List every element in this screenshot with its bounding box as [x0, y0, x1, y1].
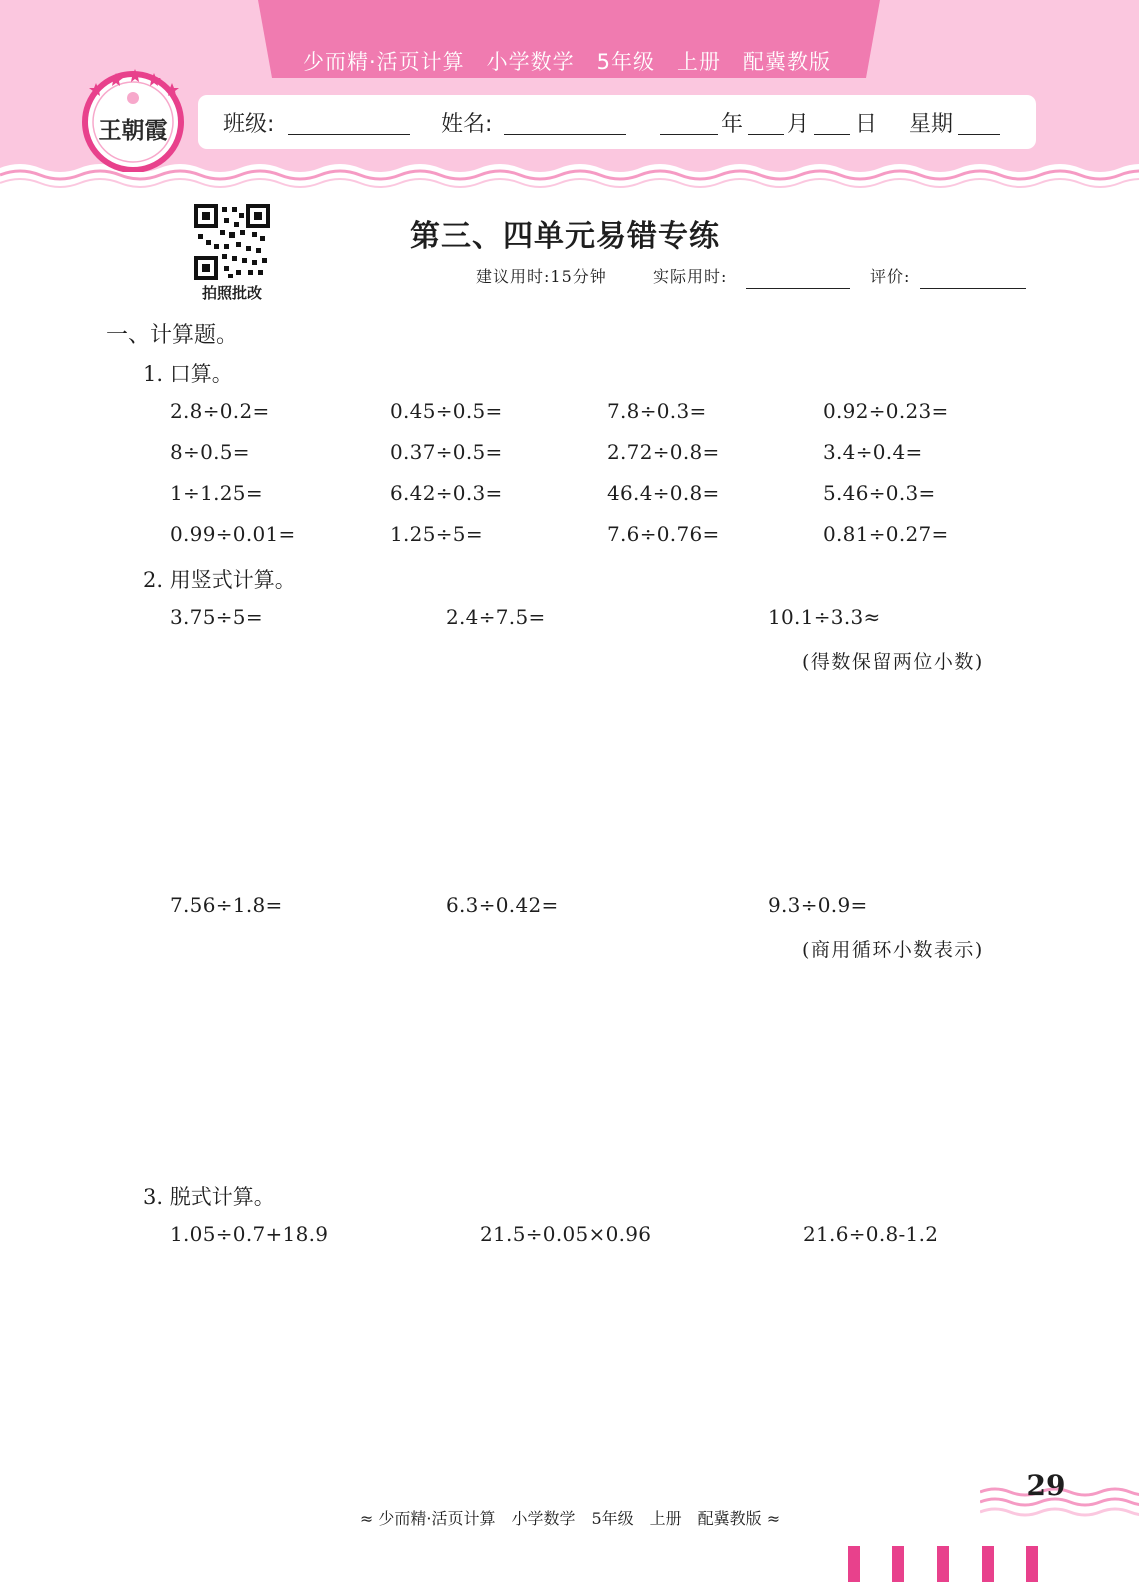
step-problem: 21.5÷0.05×0.96	[480, 1222, 652, 1246]
edge-tab	[1026, 1546, 1038, 1582]
weekday-label: 星期	[909, 112, 954, 137]
oral-problem: 2.8÷0.2=	[170, 399, 270, 423]
vertical-problem: 10.1÷3.3≈	[768, 605, 881, 629]
publisher-logo	[80, 66, 186, 172]
page-number: 29	[1026, 1469, 1066, 1502]
student-info-card	[198, 95, 1036, 149]
oral-problem: 5.46÷0.3=	[823, 481, 936, 505]
day-field[interactable]	[814, 134, 850, 135]
oral-problem: 0.45÷0.5=	[390, 399, 503, 423]
class-field[interactable]	[288, 134, 410, 135]
class-label: 班级:	[223, 112, 275, 137]
q3-heading: 3. 脱式计算。	[143, 1185, 275, 1209]
vertical-problem: 2.4÷7.5=	[446, 605, 546, 629]
q1-heading: 1. 口算。	[143, 362, 233, 386]
repeating-decimal-note: (商用循环小数表示)	[802, 939, 984, 961]
oral-problem: 0.99÷0.01=	[170, 522, 296, 546]
qr-code-icon[interactable]	[194, 204, 270, 280]
suggested-time: 建议用时:15分钟	[476, 267, 607, 286]
series-title: 少而精·活页计算 小学数学 5年级 上册 配冀教版	[302, 50, 832, 74]
step-problem: 21.6÷0.8-1.2	[803, 1222, 939, 1246]
month-label: 月	[787, 112, 810, 137]
logo-text: 王朝霞	[98, 117, 168, 144]
oral-problem: 7.8÷0.3=	[607, 399, 707, 423]
vertical-problem: 9.3÷0.9=	[768, 893, 868, 917]
month-field[interactable]	[748, 134, 784, 135]
vertical-problem: 3.75÷5=	[170, 605, 263, 629]
rounding-note: (得数保留两位小数)	[802, 651, 984, 673]
year-label: 年	[721, 112, 744, 137]
evaluation-label: 评价:	[870, 267, 911, 286]
q2-heading: 2. 用竖式计算。	[143, 568, 296, 592]
step-problem: 1.05÷0.7+18.9	[170, 1222, 329, 1246]
name-field[interactable]	[504, 134, 626, 135]
work-area[interactable]	[160, 680, 1030, 880]
work-area[interactable]	[160, 1260, 1030, 1460]
oral-problem: 0.81÷0.27=	[823, 522, 949, 546]
oral-problem: 6.42÷0.3=	[390, 481, 503, 505]
edge-tab	[937, 1546, 949, 1582]
oral-problem: 0.92÷0.23=	[823, 399, 949, 423]
footer-series: ≈ 少而精·活页计算 小学数学 5年级 上册 配冀教版 ≈	[359, 1509, 781, 1528]
oral-problem: 8÷0.5=	[170, 440, 250, 464]
qr-caption: 拍照批改	[201, 284, 262, 302]
edge-tab	[848, 1546, 860, 1582]
name-label: 姓名:	[441, 112, 493, 137]
oral-problem: 1÷1.25=	[170, 481, 263, 505]
section-heading: 一、计算题。	[106, 323, 239, 348]
oral-problem: 2.72÷0.8=	[607, 440, 720, 464]
weekday-field[interactable]	[958, 134, 1000, 135]
day-label: 日	[855, 112, 878, 137]
actual-time-field[interactable]	[746, 288, 850, 289]
worksheet-title: 第三、四单元易错专练	[410, 219, 720, 254]
actual-time-label: 实际用时:	[653, 267, 728, 286]
work-area[interactable]	[160, 970, 1030, 1165]
edge-tab	[892, 1546, 904, 1582]
edge-tab	[982, 1546, 994, 1582]
oral-problem: 3.4÷0.4=	[823, 440, 923, 464]
vertical-problem: 7.56÷1.8=	[170, 893, 283, 917]
evaluation-field[interactable]	[920, 288, 1026, 289]
oral-problem: 46.4÷0.8=	[607, 481, 720, 505]
vertical-problem: 6.3÷0.42=	[446, 893, 559, 917]
year-field[interactable]	[660, 134, 718, 135]
oral-problem: 7.6÷0.76=	[607, 522, 720, 546]
oral-problem: 0.37÷0.5=	[390, 440, 503, 464]
oral-problem: 1.25÷5=	[390, 522, 483, 546]
